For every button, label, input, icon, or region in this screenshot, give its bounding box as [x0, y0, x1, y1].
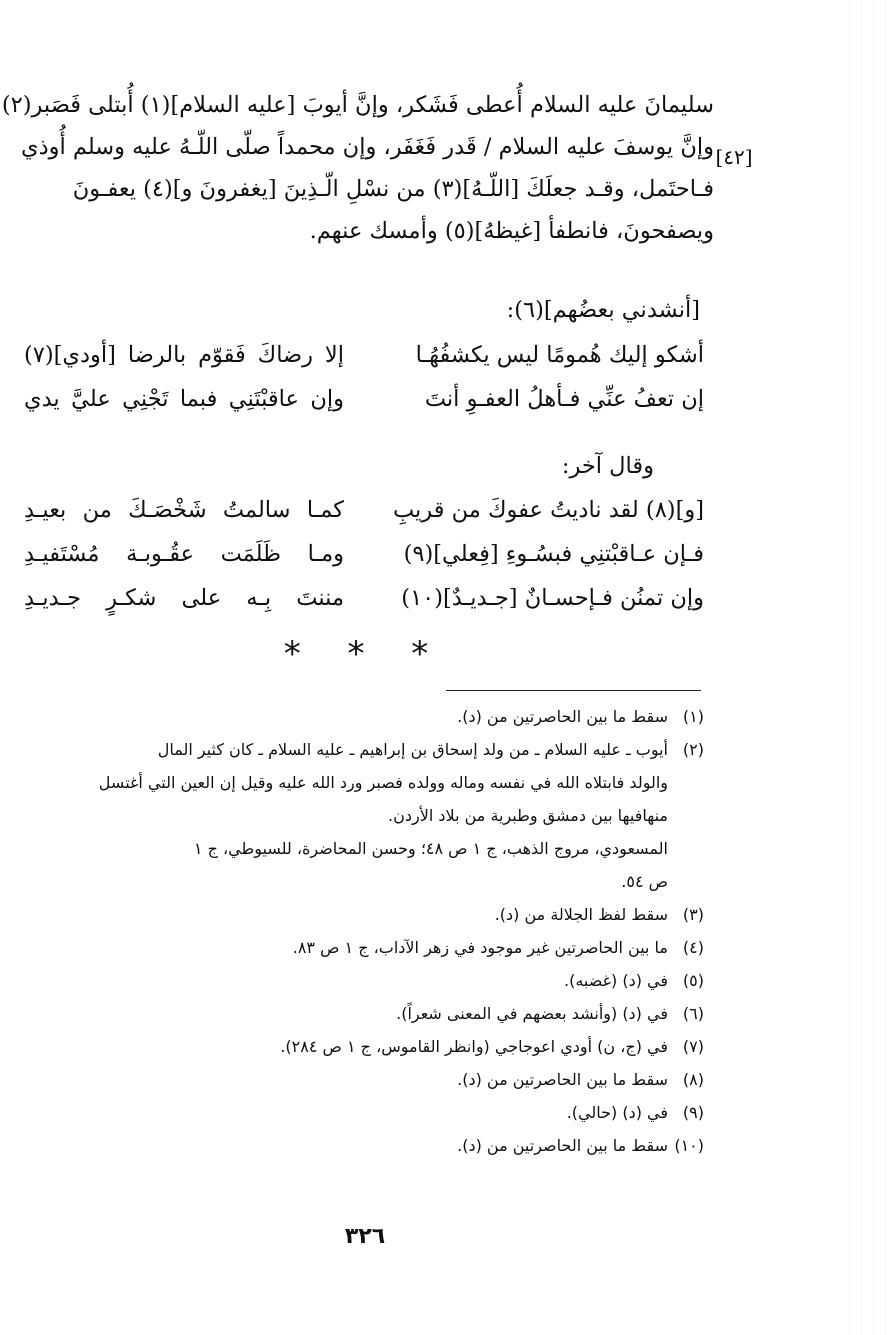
footnote-number: (٣) [682, 905, 704, 924]
body-paragraph [1, 84, 714, 252]
footnote-text [24, 898, 668, 931]
verse-first-hemistich: فـإن عـاقبْتنِي فبسُـوءِ [فِعلي](٩) [403, 541, 704, 567]
footnote-line: سقط ما بين الحاصرتين من (د). [457, 707, 668, 726]
scan-edge [843, 0, 895, 1335]
footnote-line: ما بين الحاصرتين غير موجود في زهر الآداب، ج ١ ص ٨٣. [292, 938, 668, 957]
body-line: فـاحتَمل، وقـد جعلَكَ [اللّـهُ](٣) من نسْلِ الّـذِينَ [يغفرونَ و](٤) يعفـونَ [72, 176, 714, 202]
footnote-text [24, 700, 668, 733]
footnote [24, 1129, 704, 1162]
body-line: ويصفحونَ، فانطفأ [غيظهُ](٥) وأمسك عنهم. [309, 218, 714, 244]
footnote-number: (٤) [682, 938, 704, 957]
verse-second-hemistich: مننتَ بِـه على شكـرٍ جـديـدِ [24, 585, 344, 611]
footnote-number: (٥) [682, 971, 704, 990]
footnote-text [24, 964, 668, 997]
footnote-text [24, 1096, 668, 1129]
section-divider-stars: * * * [283, 634, 447, 674]
footnote-line: ص ٥٤. [621, 872, 668, 891]
footnote-line: في (د) (وأنشد بعضهم في المعنى شعراً). [396, 1004, 668, 1023]
footnote-text [24, 1063, 668, 1096]
body-line: وإنَّ يوسفَ عليه السلام / قَدر فَغَفَر، وإن محمداً صلّى اللّـهُ عليه وسلم أُوذي [20, 134, 714, 160]
footnote [24, 700, 704, 733]
poem-intro-text: وقال آخر: [561, 453, 654, 479]
footnote-line: في (ج، ن) أودي اعوجاجي (وانظر القاموس، ج ١ ص ٢٨٤). [280, 1037, 668, 1056]
footnote-number: (٦) [682, 1004, 704, 1023]
verse-line [24, 342, 704, 384]
footnote-number: (٢) [682, 740, 704, 759]
footnote [24, 1063, 704, 1096]
verse-line [24, 497, 704, 539]
verse-second-hemistich: ومـا ظَلَمَت عقُـوبـة مُسْتَفيـدِ [24, 541, 344, 567]
poem-heading: [أنشدني بعضُهم](٦): [506, 297, 700, 323]
footnote-text [24, 733, 668, 898]
verse-line [24, 541, 704, 583]
footnote-line: سقط ما بين الحاصرتين من (د). [457, 1070, 668, 1089]
verse-first-hemistich: أشكو إليك هُمومًا ليس يكشفُهُـا [415, 342, 704, 368]
verse-first-hemistich: إن تعفُ عنِّي فـأهلُ العفـوِ أنتَ [424, 386, 704, 412]
footnote-line: منهافيها بين دمشق وطبرية من بلاد الأردن. [388, 806, 668, 825]
footnote-line: في (د) (غضبه). [564, 971, 668, 990]
footnote-number: (١) [682, 707, 704, 726]
poem-intro [24, 453, 704, 495]
footnote-line: سقط ما بين الحاصرتين من (د). [457, 1136, 668, 1155]
footnote [24, 964, 704, 997]
verse-first-hemistich: [و](٨) لقد ناديتُ عفوكَ من قريبِ [392, 497, 704, 523]
verse-line [24, 585, 704, 627]
footnote [24, 1030, 704, 1063]
footnote-number: (٧) [682, 1037, 704, 1056]
verse-second-hemistich: إلا رضاكَ فَقوّم بالرضا [أودي](٧) [24, 342, 344, 368]
footnote-line: أيوب ـ عليه السلام ـ من ولد إسحاق بن إبراهيم ـ عليه السلام ـ كان كثير المال [157, 740, 668, 759]
page-number: ٣٢٦ [344, 1224, 386, 1249]
footnote [24, 898, 704, 931]
footnote-line: والولد فابتلاه الله في نفسه وماله وولده فصبر ورد الله عليه وقيل إن العين التي أغتسل [98, 773, 668, 792]
footnote-line: في (د) (حالي). [566, 1103, 668, 1122]
footnote-rule [446, 690, 701, 691]
body-line: سليمانَ عليه السلام أُعطى فَشَكر، وإنَّ أيوبَ [عليه السلام](١) أُبتلى فَصَبر(٢) [1, 92, 714, 118]
manuscript-folio-marker: [٤٢] [715, 145, 753, 169]
footnote [24, 931, 704, 964]
footnote-number: (١٠) [674, 1136, 704, 1155]
footnote-text [24, 931, 668, 964]
footnote [24, 1096, 704, 1129]
footnote-line: سقط لفظ الجلالة من (د). [494, 905, 668, 924]
footnote-number: (٨) [682, 1070, 704, 1089]
verse-line [24, 386, 704, 428]
footnote-text [24, 997, 668, 1030]
footnote-number: (٩) [682, 1103, 704, 1122]
footnote [24, 997, 704, 1030]
footnote-line: المسعودي، مروج الذهب، ج ١ ص ٤٨؛ وحسن المحاضرة، للسيوطي، ج ١ [193, 839, 668, 858]
footnote-text [24, 1129, 668, 1162]
verse-second-hemistich: وإن عاقبْتَنِي فبما تَجْنِي عليَّ يدي [24, 386, 344, 412]
footnote [24, 733, 704, 898]
footnote-text [24, 1030, 668, 1063]
verse-second-hemistich: كمـا سالمتُ شَخْصَـكَ من بعيـدِ [24, 497, 344, 523]
footnotes [24, 700, 704, 1162]
verse-first-hemistich: وإن تمنُن فـإحسـانٌ [جـديـدٌ](١٠) [401, 585, 704, 611]
